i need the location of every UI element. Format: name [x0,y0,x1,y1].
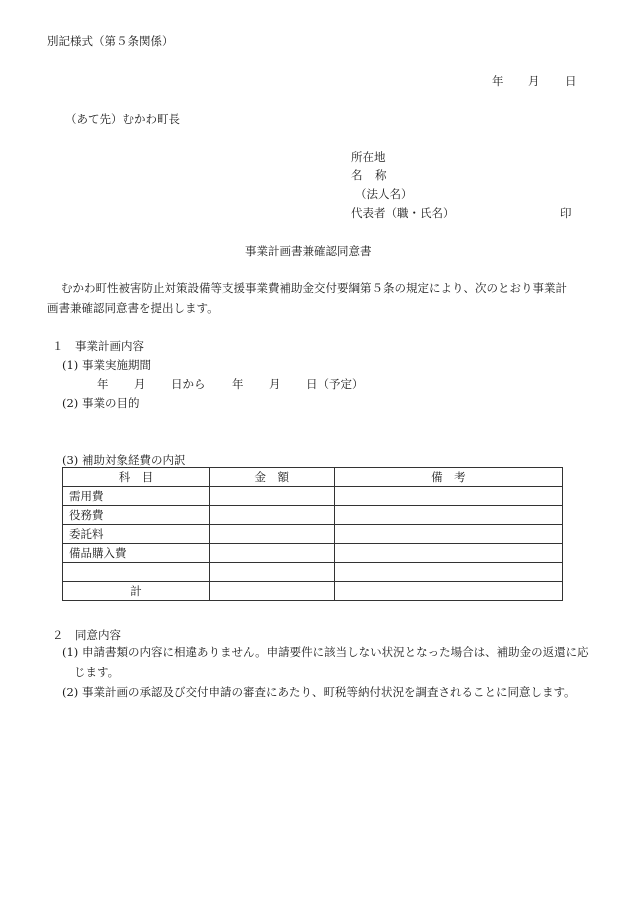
row-remarks [334,487,562,506]
row-subject: 委託料 [63,525,210,544]
row-subject: 備品購入費 [63,544,210,563]
period-end-day: 日（予定） [306,377,364,391]
period-start-month: 月 [134,377,146,391]
section1-item1: (1) 事業実施期間 [62,358,151,372]
period-end-month: 月 [269,377,281,391]
section2-item1: (1) 申請書類の内容に相違ありません。申請要件に該当しない状況となった場合は、補助金の返還に応じます。 [62,645,589,679]
applicant-corp: （法人名） [355,187,413,201]
row-amount [209,544,334,563]
row-remarks [334,506,562,525]
date-year: 年 [492,74,504,88]
section2-item2: (2) 事業計画の承認及び交付申請の審査にあたり、町税等納付状況を調査されることに同意します。 [62,685,576,699]
row-amount [209,525,334,544]
section1-item2: (2) 事業の目的 [62,396,140,410]
row-amount [209,563,334,582]
row-subject: 役務費 [63,506,210,525]
total-label: 計 [63,582,210,601]
intro-paragraph: むかわ町性被害防止対策設備等支援事業費補助金交付要綱第５条の規定により、次のとおり事業計画書兼確認同意書を提出します。 [47,281,567,315]
header-subject: 科 目 [63,468,210,487]
total-amount [209,582,334,601]
document-title: 事業計画書兼確認同意書 [245,244,372,258]
row-amount [209,506,334,525]
form-label: 別記様式（第５条関係） [47,34,174,48]
period-start-day: 日から [171,377,206,391]
table-row [63,506,563,525]
date-day: 日 [565,74,577,88]
applicant-name-label-1: 名 [351,168,363,182]
table-row [63,563,563,582]
row-subject [63,563,210,582]
table-row [63,525,563,544]
section2-heading: ２ 同意内容 [52,628,121,642]
table-header-row [63,468,563,487]
period-end-year: 年 [232,377,244,391]
applicant-name-label-2: 称 [375,168,387,182]
applicant-address: 所在地 [351,150,386,164]
total-remarks [334,582,562,601]
section1-item3: (3) 補助対象経費の内訳 [62,453,186,467]
row-remarks [334,544,562,563]
expense-table [62,467,563,601]
row-remarks [334,525,562,544]
row-amount [209,487,334,506]
applicant-rep: 代表者（職・氏名） [351,206,455,220]
section1-heading: １ 事業計画内容 [52,339,144,353]
date-month: 月 [528,74,540,88]
table-row [63,544,563,563]
addressee: （あて先）むかわ町長 [65,112,180,126]
header-amount: 金 額 [209,468,334,487]
row-subject: 需用費 [63,487,210,506]
table-total-row [63,582,563,601]
header-remarks: 備 考 [334,468,562,487]
seal-mark: 印 [560,206,572,220]
row-remarks [334,563,562,582]
period-start-year: 年 [97,377,109,391]
table-row [63,487,563,506]
